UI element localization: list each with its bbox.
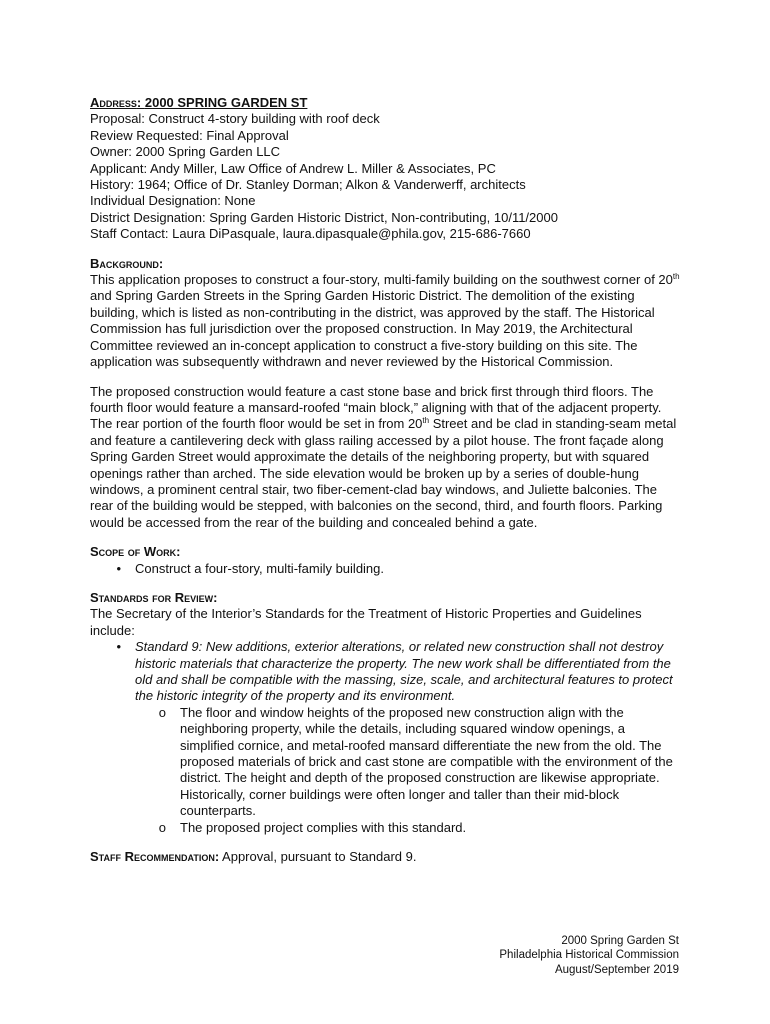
- staff-recommendation: [90, 849, 682, 865]
- standards-heading: Standards for Review:: [90, 589, 218, 605]
- page-footer: [499, 934, 679, 977]
- scope-heading: Scope of Work:: [90, 544, 181, 560]
- staff-contact-line: Staff Contact: Laura DiPasquale, laura.dipasquale@phila.gov, 215-686-7660: [90, 226, 531, 242]
- standard-9-text: Standard 9: New additions, exterior alterations, or related new construction shall not destroy historic materials that characterize the property. The new work shall be differentiated from the old and shall be compatible with the massing, size, scale, and architectural features to protect the historic integrity of the property and its environment.: [135, 639, 673, 704]
- footer-organization: Philadelphia Historical Commission: [499, 949, 679, 962]
- document-body: [90, 95, 682, 865]
- sub-bullet-marker: o: [158, 704, 166, 720]
- proposal-line: Proposal: Construct 4-story building with roof deck: [90, 111, 380, 127]
- background-heading: Background:: [90, 255, 164, 271]
- address-label: Address: [90, 95, 137, 110]
- standards-intro: The Secretary of the Interior’s Standards for the Treatment of Historic Properties and Guidelines include:: [90, 606, 642, 638]
- sub-bullet-marker: o: [158, 819, 166, 835]
- applicant-line: Applicant: Andy Miller, Law Office of Andrew L. Miller & Associates, PC: [90, 160, 496, 176]
- review-requested-line: Review Requested: Final Approval: [90, 127, 289, 143]
- recommendation-heading: Staff Recommendation:: [90, 849, 220, 865]
- footer-address: 2000 Spring Garden St: [561, 935, 679, 947]
- standard-9-item: [90, 639, 682, 705]
- standard-9-sub-item: o The proposed project complies with this standard.: [90, 820, 682, 836]
- owner-line: Owner: 2000 Spring Garden LLC: [90, 144, 281, 160]
- address-value: 2000 SPRING GARDEN ST: [144, 95, 308, 110]
- individual-designation-line: Individual Designation: None: [90, 193, 256, 209]
- bullet-marker: •: [116, 639, 121, 655]
- footer-date: August/September 2019: [554, 963, 679, 976]
- background-paragraph-2: The proposed construction would feature a cast stone base and brick first through third floors. The fourth floor would feature a mansard-roofed “main block,” aligning with that of the adjacent property. The rear portion of the fourth floor would be set in from 20th Street and be clad in standing-seam metal and feature a cantilevering deck with glass railing accessed by a pilot house. The front façade along Spring Garden Street would approximate the details of the neighboring property, but with squared openings rather than arched. The side elevation would be broken up by a series of double-hung windows, a prominent central stair, two fiber-cement-clad bay windows, and Juliette balconies. The rear of the building would be stepped, with balconies on the second, third, and fourth floors. Parking would be accessed from the rear of the building and concealed behind a gate.: [90, 383, 677, 530]
- history-line: History: 1964; Office of Dr. Stanley Dorman; Alkon & Vanderwerff, architects: [90, 177, 526, 193]
- bullet-marker: •: [116, 560, 121, 576]
- standard-9-sub-item: o The floor and window heights of the proposed new construction align with the neighboring property, while the details, including squared window openings, a simplified cornice, and metal-roofed mansard differentiate the new from the old. The proposed materials of brick and cast stone are compatible with the environment of the district. The height and depth of the proposed construction are likewise appropriate. Historically, corner buildings were often longer and taller than their mid-block counterparts.: [90, 705, 682, 820]
- scope-item: • Construct a four-story, multi-family building.: [90, 561, 682, 577]
- recommendation-text: Approval, pursuant to Standard 9.: [219, 849, 417, 865]
- address-line: Address: 2000 SPRING GARDEN ST: [90, 95, 308, 110]
- background-paragraph-1: This application proposes to construct a four-story, multi-family building on the southwest corner of 20th and Spring Garden Streets in the Spring Garden Historic District. The demolition of the existing building, which is listed as non-contributing in the district, was approved by the staff. The Historical Commission has full jurisdiction over the proposed construction. In May 2019, the Architectural Committee reviewed an in-concept application to construct a five-story building on this site. The application was subsequently withdrawn and never reviewed by the Historical Commission.: [90, 272, 680, 370]
- district-designation-line: District Designation: Spring Garden Historic District, Non-contributing, 10/11/2000: [90, 209, 558, 225]
